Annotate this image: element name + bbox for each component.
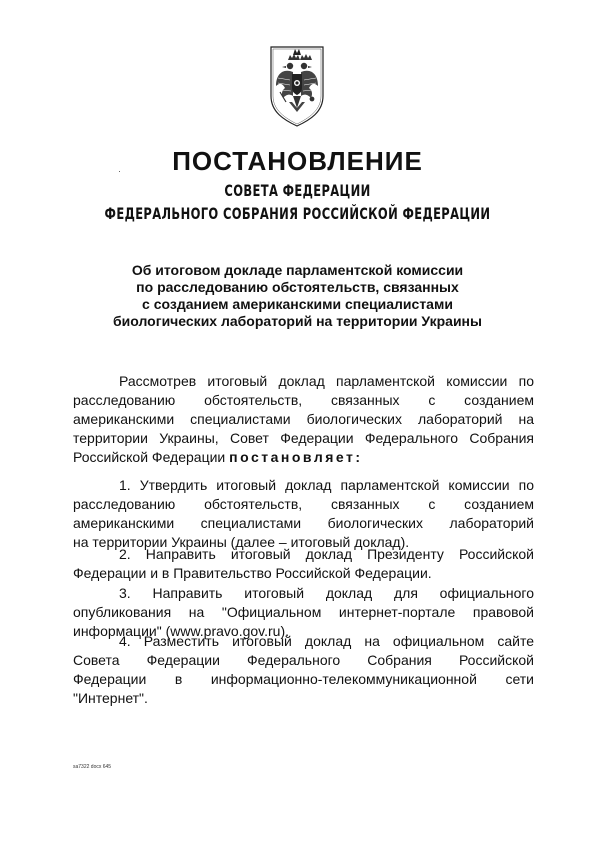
item-line: Совета Федерации Федерального Собрания Российской	[73, 652, 534, 668]
item-line: информации" (www.pravo.gov.ru).	[73, 623, 290, 639]
decree-item-2	[73, 545, 534, 583]
item-line: 4. Разместить итоговый доклад на официальном сайте	[119, 633, 534, 649]
issuer-line-1: СОВЕТА ФЕДЕРАЦИИ	[224, 181, 371, 200]
preamble-line: американскими специалистами биологических лабораторий на	[73, 411, 534, 427]
item-line: на территории Украины (далее – итоговый доклад).	[73, 534, 410, 550]
item-line: 1. Утвердить итоговый доклад парламентской комиссии по	[119, 477, 534, 493]
item-line: опубликования на "Официальном интернет-портале правовой	[73, 604, 534, 620]
document-type-title: ПОСТАНОВЛЕНИЕ	[172, 146, 423, 176]
decree-word: постановляет:	[229, 449, 363, 465]
subject-line: биологических лабораторий на территории Украины	[113, 313, 482, 329]
preamble-paragraph	[73, 372, 534, 467]
item-line: расследованию обстоятельств, связанных с созданием	[73, 496, 534, 512]
item-line: 3. Направить итоговый доклад для официального	[119, 585, 534, 601]
subject-line: Об итоговом докладе парламентской комиссии	[131, 262, 464, 278]
item-line: американскими специалистами биологических лабораторий	[73, 515, 534, 531]
preamble-last-line	[73, 448, 534, 467]
item-line: 2. Направить итоговый доклад Президенту Российской	[119, 546, 534, 562]
document-code: sa7322 docx 645	[73, 764, 112, 770]
decree-item-4	[73, 632, 534, 708]
preamble-line: расследованию обстоятельств, связанных с созданием	[73, 392, 534, 408]
decree-item-1	[73, 476, 534, 552]
item-line: Федерации в информационно-телекоммуникационной сети	[73, 671, 534, 687]
state-emblem-icon	[268, 44, 326, 128]
subject-line: по расследованию обстоятельств, связанных	[136, 279, 459, 295]
issuer-line-2: ФЕДЕРАЛЬНОГО СОБРАНИЯ РОССИЙСКОЙ ФЕДЕРАЦИИ	[104, 204, 491, 223]
item-line: "Интернет".	[73, 690, 148, 706]
item-line: Федерации и в Правительство Российской Федерации.	[73, 565, 432, 581]
subject-line: с созданием американскими специалистами	[142, 296, 453, 312]
preamble-line: Рассмотрев итоговый доклад парламентской комиссии по	[119, 373, 534, 389]
preamble-last-text: Российской Федерации	[73, 449, 226, 465]
document-subject	[60, 262, 535, 330]
preamble-line: территории Украины, Совет Федерации Федерального Собрания	[73, 430, 534, 446]
